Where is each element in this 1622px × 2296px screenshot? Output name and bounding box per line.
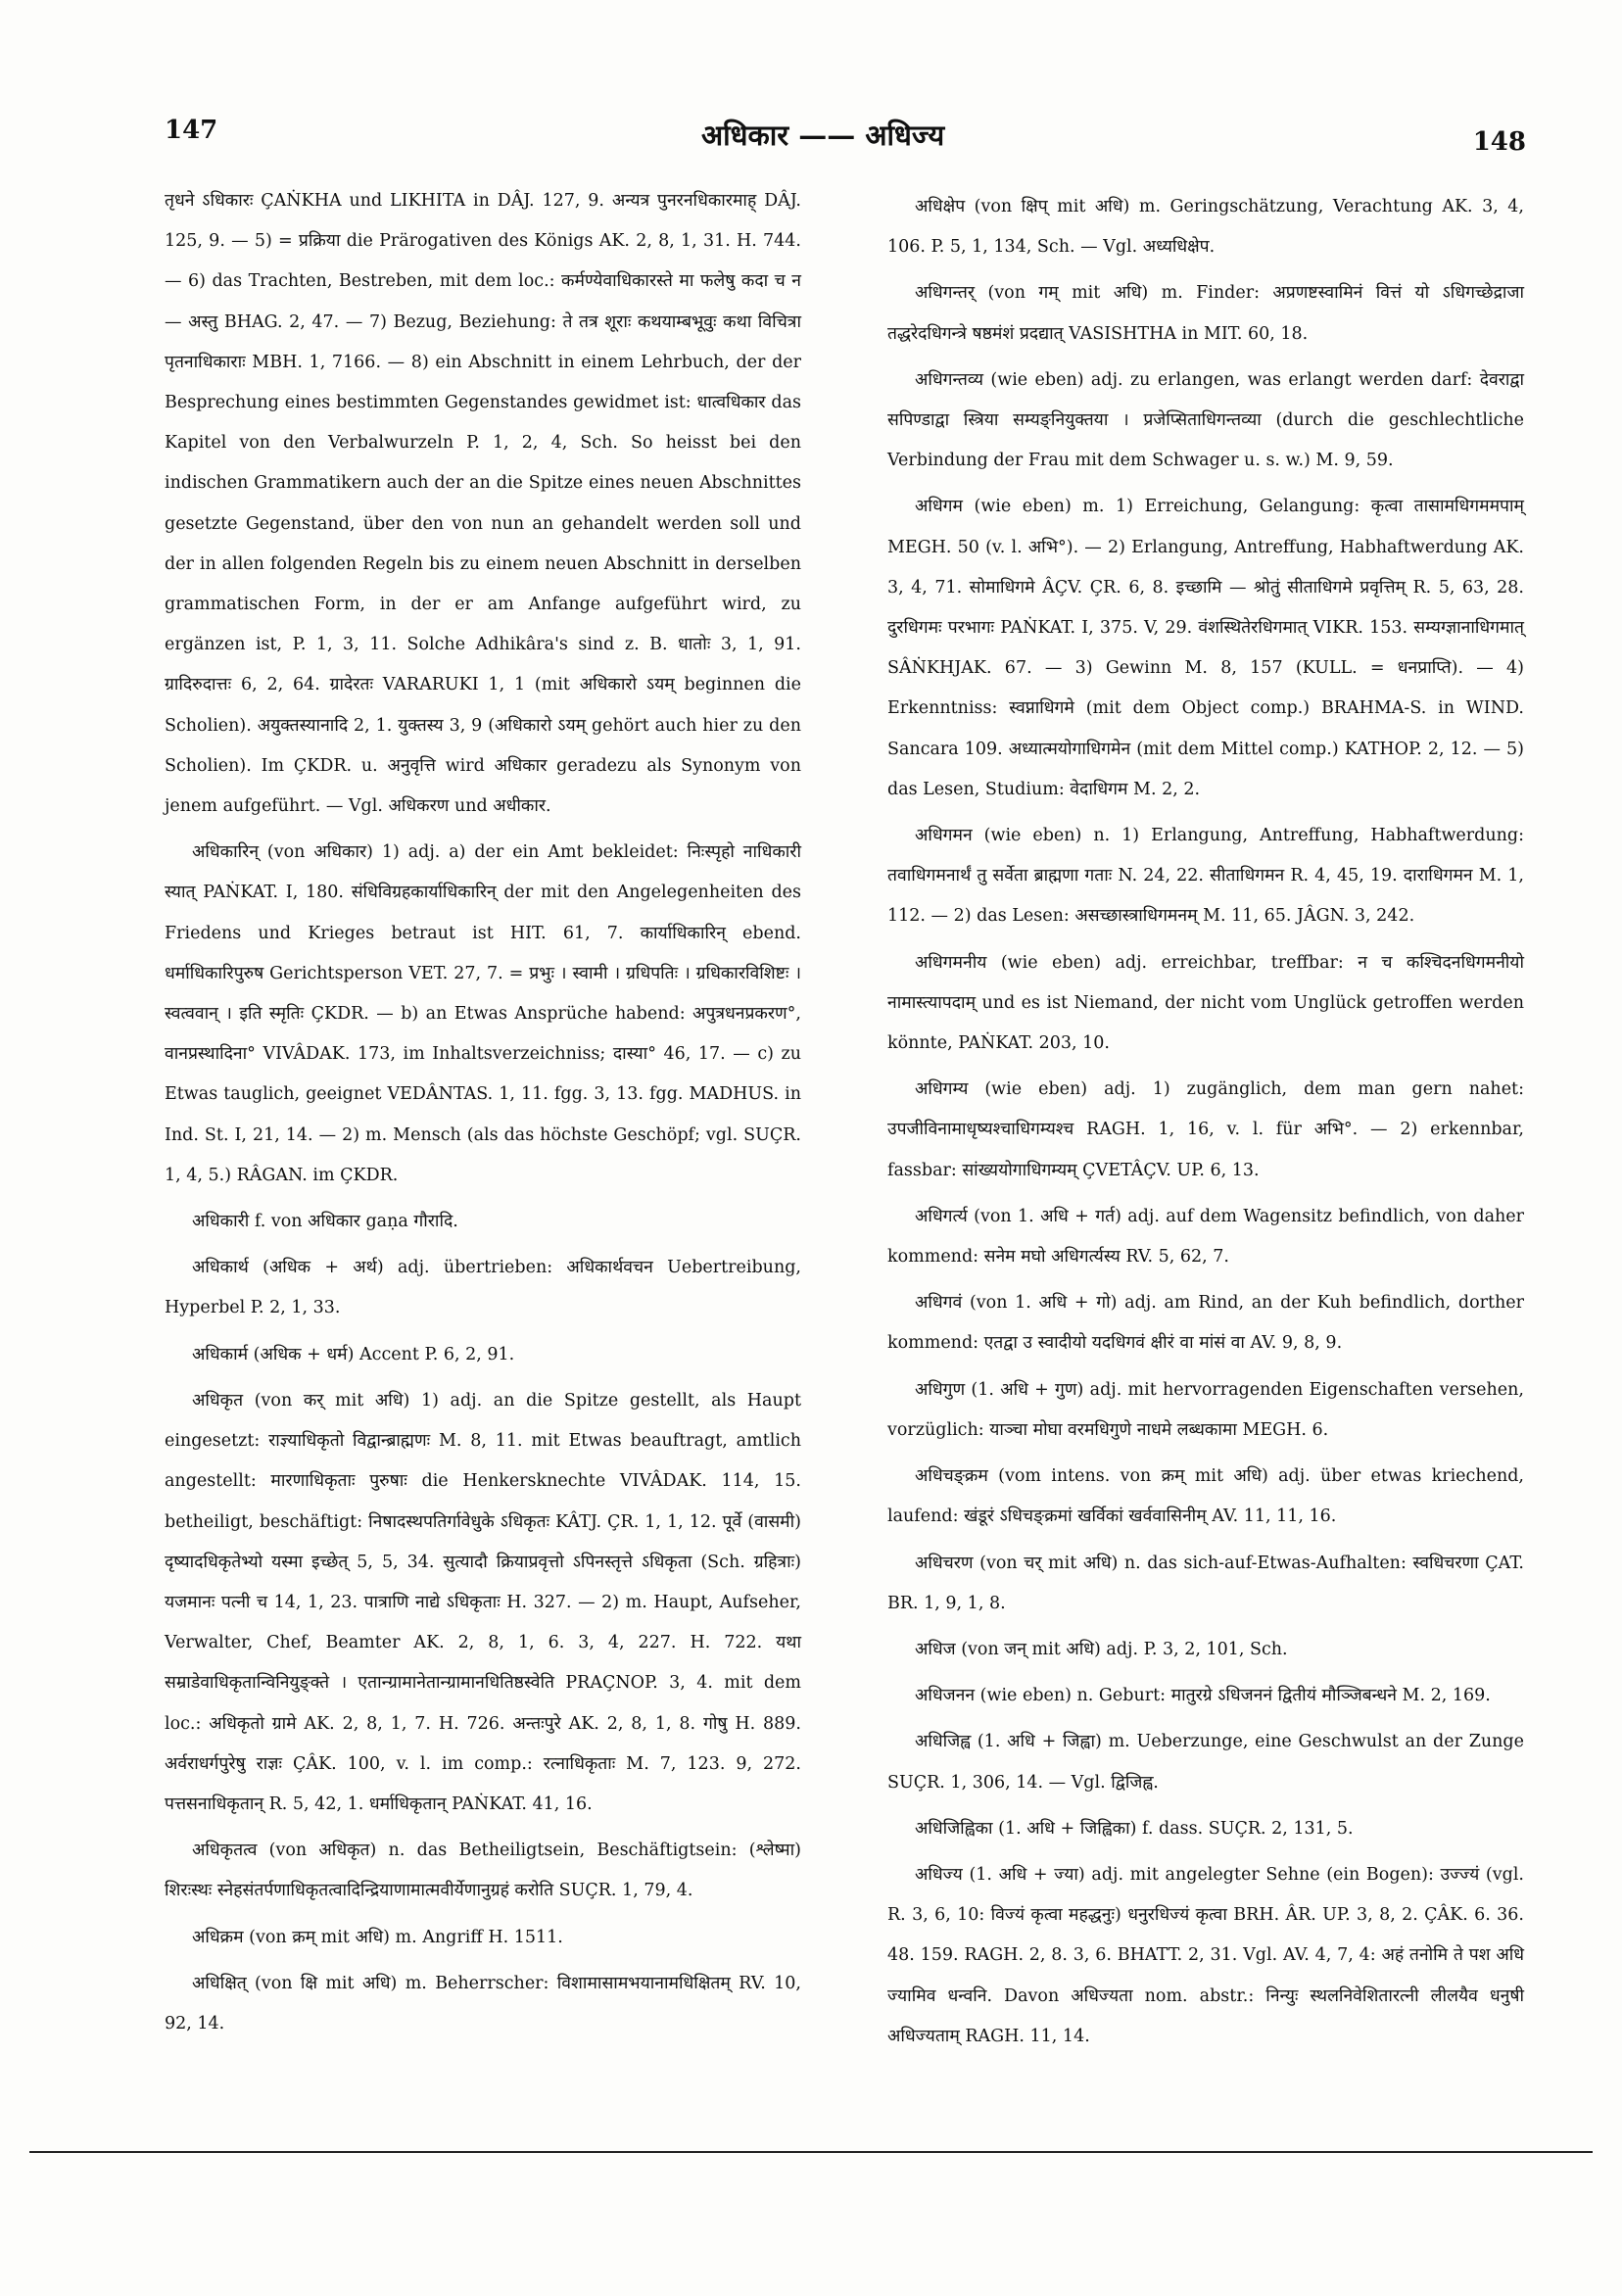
entry-adhigantavya: अधिगन्तव्य (wie eben) adj. zu erlangen, was erlangt werden darf: देवराद्वा सपिण्डाद्वा स्त्रिया सम्यङ्नियुक्तया । प्रजेप्सिताधिगन्तव्या (durch die geschlechtliche Verbindung der Frau mit dem Schwager u. s. w.) M. 9, 59.	[887, 369, 1524, 471]
entry-adhikadharma: अधिकार्म (अधिक + धर्म) Accent P. 6, 2, 91.	[192, 1344, 515, 1364]
entry-adhigamya: अधिगम्य (wie eben) adj. 1) zugänglich, dem man gern nahet: उपजीविनामाधृष्यश्चाधिगम्यश्च RAGH. 1, 16, v. l. für अभि°. — 2) erkennbar, fassbar: सांख्ययोगाधिगम्यम् ÇVETÂÇV. UP. 6, 13.	[887, 1079, 1524, 1180]
entry-adhikari: अधिकारी f. von अधिकार gaṇa गौरादि.	[192, 1212, 458, 1232]
entry-adhikarin: अधिकारिन् (von अधिकार) 1) adj. a) der ein Amt bekleidet: निःस्पृहो नाधिकारी स्यात् PAṄKAT. I, 180. संधिविग्रहकार्याधिकारिन् der mit den Angelegenheiten des Friedens und Krieges betraut ist HIT. 61, 7. कार्याधिकारिन् ebend. धर्माधिकारिपुरुष Gerichtsperson VET. 27, 7. = प्रभुः । स्वामी । ग्रधिपतिः । ग्रधिकारविशिष्टः । स्वत्ववान् । इति स्मृतिः ÇKDR. — b) an Etwas Ansprüche habend: अपुत्रधनप्रकरण°, वानप्रस्थादिना° VIVÂDAK. 173, im Inhaltsverzeichniss; दास्या° 46, 17. — c) zu Etwas tauglich, geeignet VEDÂNTAS. 1, 11. fgg. 3, 13. fgg. MADHUS. in Ind. St. I, 21, 14. — 2) m. Mensch (als das höchste Geschöpf; vgl. SUÇR. 1, 4, 5.) RÂGAN. im ÇKDR.	[165, 842, 801, 1185]
entry-adhiguna: अधिगुण (1. अधि + गुण) adj. mit hervorragenden Eigenschaften versehen, vorzüglich: याञ्चा मोघा वरमधिगुणे नाधमे लब्धकामा MEGH. 6.	[887, 1379, 1524, 1440]
entry-adhijihvika: अधिजिह्विका (1. अधि + जिह्विका) f. dass. SUÇR. 2, 131, 5.	[915, 1818, 1354, 1839]
entry-adhiksepa: अधिक्षेप (von क्षिप् mit अधि) m. Geringschätzung, Verachtung AK. 3, 4, 106. P. 5, 1, 134, Sch. — Vgl. अध्यधिक्षेप.	[887, 197, 1524, 258]
entry-adhikartha: अधिकार्थ (अधिक + अर्थ) adj. übertrieben: अधिकार्थवचन Uebertreibung, Hyperbel P. 2, 1, 33.	[165, 1258, 801, 1318]
running-title: अधिकार —— अधिज्य	[701, 119, 945, 152]
entry-adhijya: अधिज्य (1. अधि + ज्या) adj. mit angelegter Sehne (ein Bogen): उज्ज्यं (vgl. R. 3, 6, 10: विज्यं कृत्वा महद्धनुः) धनुरधिज्यं कृत्वा BRH. ÂR. UP. 3, 8, 2. ÇÂK. 6. 36. 48. 159. RAGH. 2, 8. 3, 6. BHATT. 2, 31. Vgl. AV. 4, 7, 4: अहं तनोमि ते पश अधि ज्यामिव धन्वनि. Davon अधिज्यता nom. abstr.: निन्युः स्थलनिवेशितारत्नी लीलयैव धनुषी अधिज्यताम् RAGH. 11, 14.	[887, 1864, 1524, 2046]
entry-adhija: अधिज (von जन् mit अधि) adj. P. 3, 2, 101, Sch.	[915, 1639, 1288, 1659]
entry-adhigamana: अधिगमन (wie eben) n. 1) Erlangung, Antreffung, Habhaftwerdung: तवाधिगमनार्थं तु सर्वेता ब्राह्मणा गताः N. 24, 22. सीताधिगमन R. 4, 45, 19. दाराधिगमन M. 1, 112. — 2) das Lesen: असच्छास्त्राधिगमनम् M. 11, 65. JÂGN. 3, 242.	[887, 826, 1524, 927]
entry-continued: तृधने ऽधिकारः ÇAṄKHA und LIKHITA in DÂJ. 127, 9. अन्यत्र पुनरनधिकारमाह् DÂJ. 125, 9. — 5) = प्रक्रिया die Prärogativen des Königs AK. 2, 8, 1, 31. H. 744. — 6) das Trachten, Bestreben, mit dem loc.: कर्मण्येवाधिकारस्ते मा फलेषु कदा च न — अस्तु BHAG. 2, 47. — 7) Bezug, Beziehung: ते तत्र शूराः कथयाम्बभूवुः कथा विचित्रा पृतनाधिकाराः MBH. 1, 7166. — 8) ein Abschnitt in einem Lehrbuch, der der Besprechung eines bestimmten Gegenstandes gewidmet ist: धात्वधिकार das Kapitel von den Verbalwurzeln P. 1, 2, 4, Sch. So heisst bei den indischen Grammatikern auch der an die Spitze eines neuen Abschnittes gesetzte Gegenstand, über den von nun an gehandelt werden soll und der in allen folgenden Regeln bis zu einem neuen Abschnitt in derselben grammatischen Form, in der er am Anfange aufgeführt wird, zu ergänzen ist, P. 1, 3, 11. Solche Adhikâra's sind z. B. धातोः 3, 1, 91. ग्रादिरुदात्तः 6, 2, 64. ग्रादेरतः VARARUKI 1, 1 (mit अधिकारो ऽयम् beginnen die Scholien). अयुक्तस्यानादि 2, 1. युक्तस्य 3, 9 (अधिकारो ऽयम् gehört auch hier zu den Scholien). Im ÇKDR. u. अनुवृत्ति wird अधिकार geradezu als Synonym von jenem aufgeführt. — Vgl. अधिकरण und अधीकार.	[165, 191, 801, 817]
entry-adhiksit: अधिक्षित् (von क्षि mit अधि) m. Beherrscher: विशामासामभयानामधिक्षितम् RV. 10, 92, 14.	[165, 1973, 801, 2033]
entry-adhicarana: अधिचरण (von चर् mit अधि) n. das sich-auf-Etwas-Aufhalten: स्वधिचरणा ÇAT. BR. 1, 9, 1, 8.	[887, 1553, 1524, 1613]
left-column	[165, 181, 801, 2044]
entry-adhijanana: अधिजनन (wie eben) n. Geburt: मातुरग्रे ऽधिजननं द्वितीयं मौञ्जिबन्धने M. 2, 169.	[915, 1686, 1491, 1706]
entry-adhigartya: अधिगर्त्य (von 1. अधि + गर्त) adj. auf dem Wagensitz befindlich, von daher kommend: सनेम मघो अधिगर्त्यस्य RV. 5, 62, 7.	[887, 1206, 1524, 1268]
page-number-left: 147	[165, 116, 218, 145]
right-column	[887, 181, 1524, 2057]
entry-adhikrtatva: अधिकृतत्व (von अधिकृत) n. das Betheiligtsein, Beschäftigtsein: (श्लेष्मा) शिरःस्थः स्नेहसंतर्पणाधिकृतत्वादिन्द्रियाणामात्मवीर्येणानुग्रहं करोति SUÇR. 1, 79, 4.	[165, 1841, 801, 1901]
entry-adhigava: अधिगवं (von 1. अधि + गो) adj. am Rind, an der Kuh befindlich, dorther kommend: एतद्वा उ स्वादीयो यदधिगवं क्षीरं वा मांसं वा AV. 9, 8, 9.	[887, 1293, 1524, 1354]
entry-adhigantar: अधिगन्तर् (von गम् mit अधि) m. Finder: अप्रणष्टस्वामिनं वित्तं यो ऽधिगच्छेद्राजा तद्धरेदधिगन्त्रे षष्ठमंशं प्रदद्यात् VASISHTHA in MIT. 60, 18.	[887, 283, 1524, 344]
entry-adhikrama: अधिक्रम (von क्रम् mit अधि) m. Angriff H. 1511.	[192, 1927, 563, 1947]
bottom-rule	[29, 2151, 1593, 2153]
entry-adhijihva: अधिजिह्व (1. अधि + जिह्वा) m. Ueberzunge, eine Geschwulst an der Zunge SUÇR. 1, 306, 14. — Vgl. द्विजिह्व.	[887, 1732, 1524, 1793]
entry-adhigama: अधिगम (wie eben) m. 1) Erreichung, Gelangung: कृत्वा तासामधिगममपाम् MEGH. 50 (v. l. अभि°). — 2) Erlangung, Antreffung, Habhaftwerdung AK. 3, 4, 71. सोमाधिगमे ÂÇV. ÇR. 6, 8. इच्छामि — श्रोतुं सीताधिगमे प्रवृत्तिम् R. 5, 63, 28. दुरधिगमः परभागः PAṄKAT. I, 375. V, 29. वंशस्थितेरधिगमात् VIKR. 153. सम्यग्ज्ञानाधिगमात् SÂṄKHJAK. 67. — 3) Gewinn M. 8, 157 (KULL. = धनप्राप्ति). — 4) Erkenntniss: स्वप्नाधिगमे (mit dem Object comp.) BRAHMA-S. in WIND. Sancara 109. अध्यात्मयोगाधिगमेन (mit dem Mittel comp.) KATHOP. 2, 12. — 5) das Lesen, Studium: वेदाधिगम M. 2, 2.	[887, 497, 1524, 799]
page-header	[165, 116, 1526, 163]
page-number-right: 148	[1472, 127, 1526, 157]
entry-adhikrta: अधिकृत (von कर् mit अधि) 1) adj. an die Spitze gestellt, als Haupt eingesetzt: राज्ञ्याधिकृतो विद्वान्ब्राह्मणः M. 8, 11. mit Etwas beauftragt, amtlich angestellt: मारणाधिकृताः पुरुषाः die Henkersknechte VIVÂDAK. 114, 15. betheiligt, beschäftigt: निषादस्थपतिर्गावेधुके ऽधिकृतः KÂTJ. ÇR. 1, 1, 12. पूर्वे (वासमी) दृष्यादधिकृतेभ्यो यस्मा इच्छेत् 5, 5, 34. सुत्यादौ क्रियाप्रवृत्तो ऽपिनस्तृत्ते ऽधिकृता (Sch. ग्रहित्राः) यजमानः पत्नी च 14, 1, 23. पात्राणि नाद्ये ऽधिकृताः H. 327. — 2) m. Haupt, Aufseher, Verwalter, Chef, Beamter AK. 2, 8, 1, 6. 3, 4, 227. H. 722. यथा सम्राडेवाधिकृतान्विनियुङ्क्ते । एतान्ग्रामानेतान्ग्रामानधितिष्ठस्वेति PRAÇNOP. 3, 4. mit dem loc.: अधिकृतो ग्रामे AK. 2, 8, 1, 7. H. 726. अन्तःपुरे AK. 2, 8, 1, 8. गोषु H. 889. अर्वराधर्गपुरेषु राज्ञः ÇÂK. 100, v. l. im comp.: रत्नाधिकृताः M. 7, 123. 9, 272. पत्तसनाधिकृतान् R. 5, 42, 1. धर्माधिकृतान् PAṄKAT. 41, 16.	[165, 1390, 801, 1814]
entry-adhigamaniya: अधिगमनीय (wie eben) adj. erreichbar, treffbar: न च कश्चिदनधिगमनीयो नामास्त्यापदाम् und es ist Niemand, der nicht vom Unglück getroffen werden könnte, PAṄKAT. 203, 10.	[887, 952, 1524, 1054]
entry-adhicankrama: अधिचङ्क्रम (vom intens. von क्रम् mit अधि) adj. über etwas kriechend, laufend: खंडूरं ऽधिचङ्क्रमां खर्विकां खर्ववासिनीम् AV. 11, 11, 16.	[887, 1466, 1524, 1527]
